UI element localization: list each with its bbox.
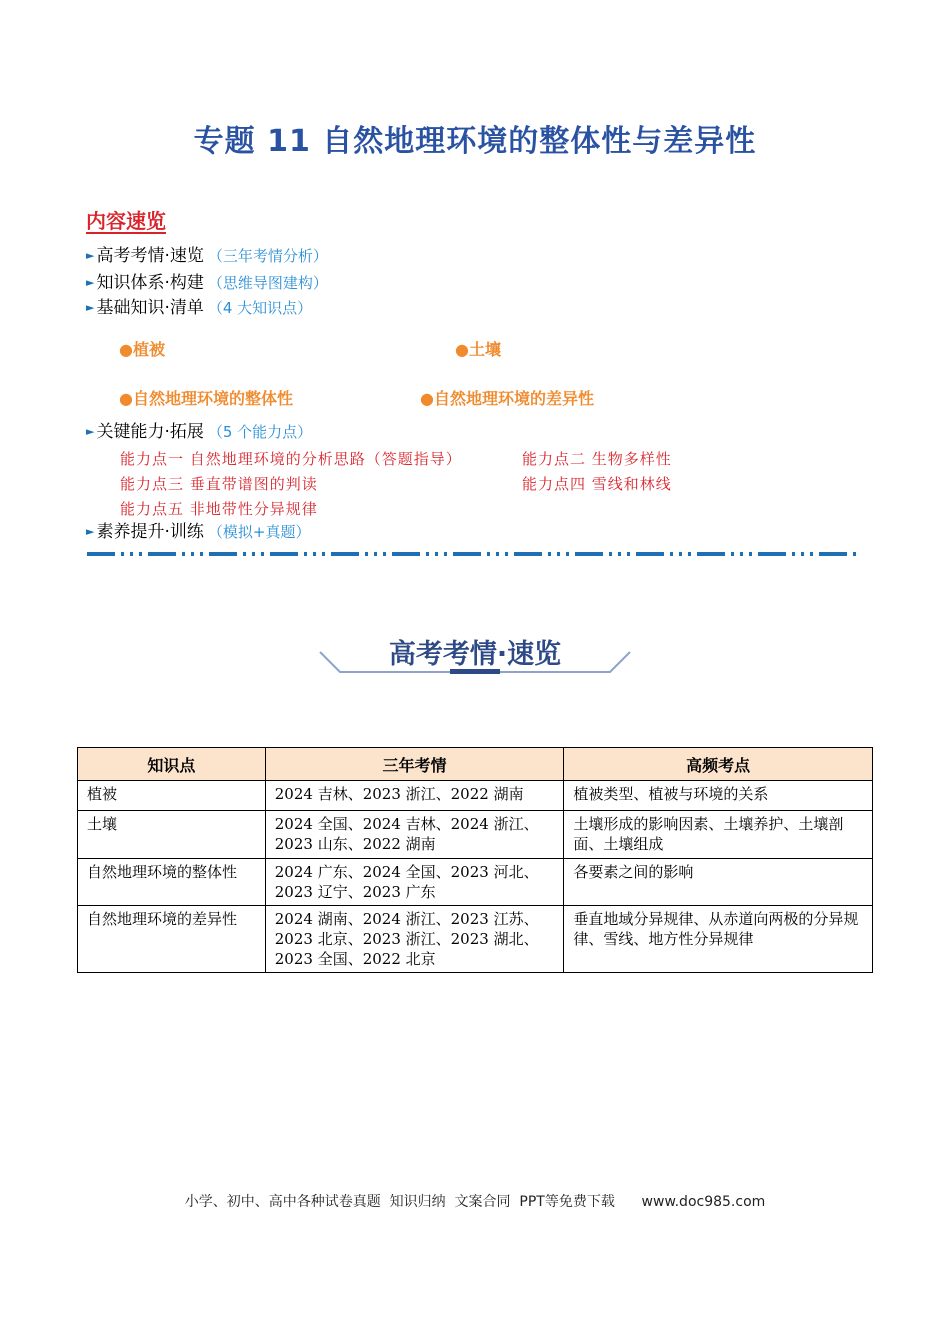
table-cell: 2024 广东、2024 全国、2023 河北、2023 辽宁、2023 广东	[265, 859, 564, 906]
column-header: 知识点	[78, 748, 266, 781]
column-header: 三年考情	[265, 748, 564, 781]
ability-point-2: 能力点二 生物多样性	[522, 450, 672, 468]
toc-item-basic-knowledge[interactable]	[86, 297, 312, 319]
dashed-divider	[87, 551, 862, 557]
table-cell: 植被类型、植被与环境的关系	[564, 781, 873, 811]
toc-item-note: （5 个能力点）	[207, 423, 313, 441]
table-row	[78, 781, 873, 811]
toc-item-label: 高考考情·速览	[96, 246, 204, 266]
table-cell: 土壤	[78, 811, 266, 859]
table-cell: 自然地理环境的差异性	[78, 906, 266, 973]
knowledge-point-difference: ●自然地理环境的差异性	[420, 389, 594, 408]
table-cell: 各要素之间的影响	[564, 859, 873, 906]
section-heading-overview: 内容速览	[86, 209, 166, 233]
table-cell: 2024 湖南、2024 浙江、2023 江苏、2023 北京、2023 浙江、2023 湖北、2023 全国、2022 北京	[265, 906, 564, 973]
toc-item-note: （模拟+真题）	[207, 523, 311, 541]
table-cell: 土壤形成的影响因素、土壤养护、土壤剖面、土壤组成	[564, 811, 873, 859]
exam-analysis-table	[77, 747, 873, 973]
toc-item-note: （4 大知识点）	[207, 299, 313, 317]
ability-point-5: 能力点五 非地带性分异规律	[120, 500, 318, 518]
toc-item-label: 基础知识·清单	[96, 298, 204, 318]
toc-item-note: （三年考情分析）	[207, 247, 328, 265]
table-cell: 垂直地域分异规律、从赤道向两极的分异规律、雪线、地方性分异规律	[564, 906, 873, 973]
ability-point-3: 能力点三 垂直带谱图的判读	[120, 475, 318, 493]
column-header: 高频考点	[564, 748, 873, 781]
knowledge-point-integrity: ●自然地理环境的整体性	[119, 389, 293, 408]
arrow-right-icon: ►	[86, 425, 95, 438]
page-title: 专题 11 自然地理环境的整体性与差异性	[193, 124, 757, 159]
arrow-right-icon: ►	[86, 249, 95, 262]
table-cell: 自然地理环境的整体性	[78, 859, 266, 906]
toc-item-knowledge-system[interactable]	[86, 272, 328, 294]
toc-item-label: 知识体系·构建	[96, 273, 204, 293]
page-footer: 小学、初中、高中各种试卷真题 知识归纳 文案合同 PPT等免费下载 www.doc985.com	[184, 1194, 766, 1210]
toc-item-exam-overview[interactable]	[86, 245, 328, 267]
table-row	[78, 859, 873, 906]
table-cell: 植被	[78, 781, 266, 811]
knowledge-point-soil: ●土壤	[455, 340, 501, 359]
toc-item-note: （思维导图建构）	[207, 274, 328, 292]
table-header-row	[78, 748, 873, 781]
arrow-right-icon: ►	[86, 301, 95, 314]
toc-item-key-abilities[interactable]	[86, 421, 312, 443]
ability-point-4: 能力点四 雪线和林线	[522, 475, 672, 493]
table-cell: 2024 吉林、2023 浙江、2022 湖南	[265, 781, 564, 811]
knowledge-point-vegetation: ●植被	[119, 340, 165, 359]
ability-point-1: 能力点一 自然地理环境的分析思路（答题指导）	[120, 450, 462, 468]
arrow-right-icon: ►	[86, 525, 95, 538]
toc-item-label: 关键能力·拓展	[96, 422, 204, 442]
banner-title: 高考考情·速览	[388, 639, 562, 670]
toc-item-literacy-training[interactable]	[86, 521, 310, 543]
table-row	[78, 906, 873, 973]
toc-item-label: 素养提升·训练	[96, 522, 204, 542]
arrow-right-icon: ►	[86, 276, 95, 289]
table-row	[78, 811, 873, 859]
table-cell: 2024 全国、2024 吉林、2024 浙江、2023 山东、2022 湖南	[265, 811, 564, 859]
